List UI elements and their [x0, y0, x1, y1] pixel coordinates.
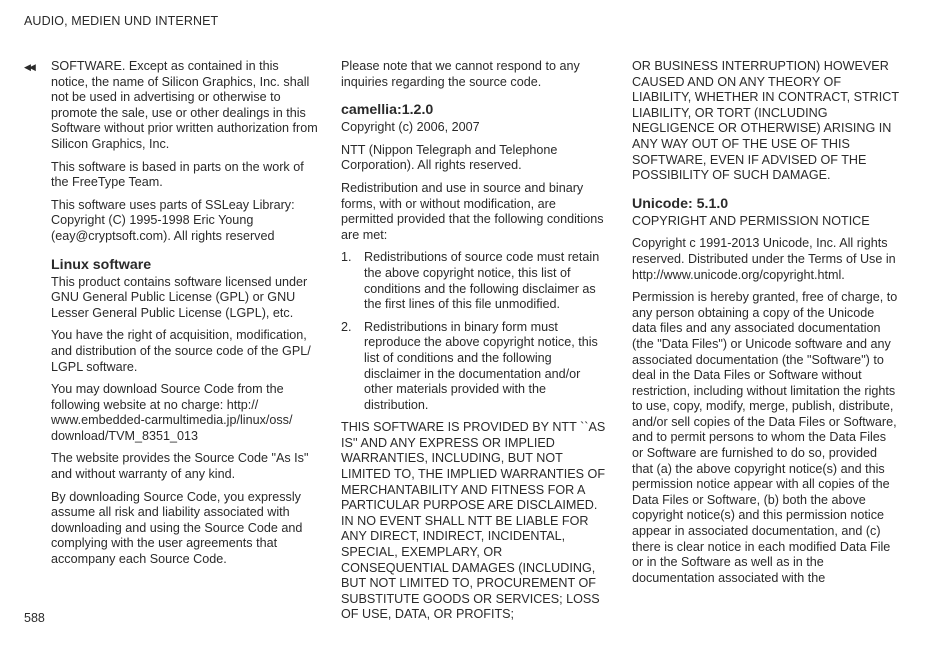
paragraph: By downloading Source Code, you expressly assume all risk and liability associated with downloading and using the Source Code and complying with the user agreements that accompany each Source Code.: [51, 489, 303, 567]
list-text: Redistributions in binary form must reproduce the above copyright notice, this list of conditions and the following disclaimer in the documentation and/or other materials provided with the distribution.: [364, 319, 598, 412]
paragraph: You have the right of acquisition, modification, and distribution of the source code of the GPL/ LGPL software.: [51, 328, 311, 374]
section-header: AUDIO, MEDIEN UND INTERNET: [24, 14, 219, 28]
paragraph: You may download Source Code from the following website at no charge: http:// www.embedded-carmultimedia.jp/linux/oss/ download/TVM_8351_013: [51, 382, 293, 443]
list-item: [341, 250, 609, 312]
paragraph: The website provides the Source Code "As Is" and without warranty of any kind.: [51, 451, 309, 482]
paragraph: Copyright c 1991-2013 Unicode, Inc. All rights reserved. Distributed under the Terms of Use in http://www.unicode.org/copyright.html.: [632, 236, 896, 282]
copyright-line: Copyright (c) 2006, 2007: [341, 120, 480, 135]
paragraph: This software uses parts of SSLeay Library: Copyright (C) 1995-1998 Eric Young (eay@cryptsoft.com). All rights reserved: [51, 197, 295, 243]
column-1: [51, 59, 319, 575]
column-2: [341, 59, 609, 630]
column-3: [632, 59, 900, 593]
paragraph: THIS SOFTWARE IS PROVIDED BY NTT ``AS IS'' AND ANY EXPRESS OR IMPLIED WARRANTIES, INCLUDING, BUT NOT LIMITED TO, THE IMPLIED WARRANTIES OF MERCHANTABILITY AND FITNESS FOR A PARTICULAR PURPOSE ARE DISCLAIMED. IN NO EVENT SHALL NTT BE LIABLE FOR ANY DIRECT, INDIRECT, INCIDENTAL, SPECIAL, EXEMPLARY, OR CONSEQUENTIAL DAMAGES (INCLUDING, BUT NOT LIMITED TO, PROCUREMENT OF SUBSTITUTE GOODS OR SERVICES; LOSS OF USE, DATA, OR PROFITS;: [341, 420, 606, 622]
heading-camellia: camellia:1.2.0: [341, 102, 434, 119]
double-left-arrow-icon[interactable]: ◀◀: [24, 62, 34, 72]
conditions-list: [341, 250, 609, 413]
paragraph: Permission is hereby granted, free of charge, to any person obtaining a copy of the Unicode data files and any associated documentation (the "Data Files") or Unicode software and any associated documentation (the "Software") to deal in the Data Files or Software without restriction, including without limitation the rights to use, copy, modify, merge, publish, distribute, and/or sell copies of the Data Files or Software, and to permit persons to whom the Data Files or Software are furnished to do so, provided that (a) the above copyright notice(s) and this permission notice appear with all copies of the Data Files or Software, (b) both the above copyright notice(s) and this permission notice appear in associated documentation, and (c) there is clear notice in each modified Data File or in the Software as well as in the documentation associated with the: [632, 290, 898, 585]
paragraph: SOFTWARE. Except as contained in this notice, the name of Silicon Graphics, Inc. shall not be used in advertising or otherwise to promote the sale, use or other dealings in this Software without prior written authorization from Silicon Graphics, Inc.: [51, 59, 318, 151]
page-number: 588: [24, 611, 45, 625]
paragraph: OR BUSINESS INTERRUPTION) HOWEVER CAUSED AND ON ANY THEORY OF LIABILITY, WHETHER IN CONTRACT, STRICT LIABILITY, OR TORT (INCLUDING NEGLIGENCE OR OTHERWISE) ARISING IN ANY WAY OUT OF THE USE OF THIS SOFTWARE, EVEN IF ADVISED OF THE POSSIBILITY OF SUCH DAMAGE.: [632, 59, 899, 183]
list-number: 2.: [341, 319, 352, 334]
list-item: [341, 320, 609, 414]
subheading: COPYRIGHT AND PERMISSION NOTICE: [632, 213, 870, 228]
paragraph: This software is based in parts on the work of the FreeType Team.: [51, 159, 304, 190]
paragraph: Please note that we cannot respond to any inquiries regarding the source code.: [341, 59, 580, 89]
paragraph: Redistribution and use in source and binary forms, with or without modification, are permitted provided that the following conditions are met:: [341, 180, 604, 242]
heading-linux-software: Linux software: [51, 256, 152, 273]
paragraph: NTT (Nippon Telegraph and Telephone Corporation). All rights reserved.: [341, 142, 558, 173]
heading-unicode: Unicode: 5.1.0: [632, 195, 729, 212]
list-number: 1.: [341, 250, 352, 265]
paragraph: This product contains software licensed under GNU General Public License (GPL) or GNU Lesser General Public License (LGPL), etc.: [51, 274, 308, 320]
list-text: Redistributions of source code must retain the above copyright notice, this list of conditions and the following disclaimer as the first lines of this file unmodified.: [364, 250, 600, 312]
